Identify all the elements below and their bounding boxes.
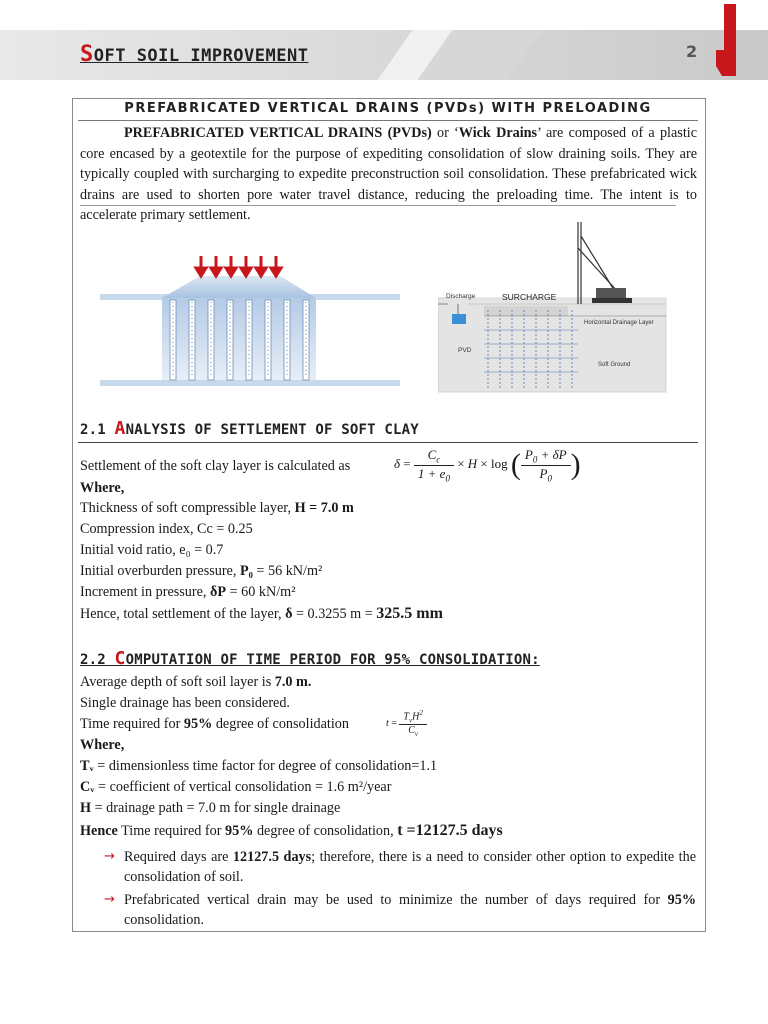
bullet-item: → Required days are 12127.5 days; therefore, there is a need to consider other option to expedite the consolidation of soil. <box>104 849 696 885</box>
where-label: Where, <box>80 480 125 496</box>
section-2-1-heading: 2.1 ANALYSIS OF SETTLEMENT OF SOFT CLAY <box>80 418 419 439</box>
total-settlement: Hence, total settlement of the layer, δ = 0.3255 m = 325.5 mm <box>80 605 443 622</box>
time-equation: t = $\frac{T_vH^2}{C_v}$ <box>386 709 427 738</box>
pvd-label: PVD <box>458 347 472 354</box>
surcharge-label: SURCHARGE <box>502 292 557 302</box>
tv-definition: Tᵥ = dimensionless time factor for degree of consolidation=1.1 <box>80 758 438 774</box>
pressure-increment: Increment in pressure, δP = 60 kN/m² <box>80 584 296 600</box>
drainage-layer-label: Horizontal Drainage Layer <box>584 320 654 326</box>
page-number: 2 <box>686 42 698 61</box>
h-definition: H = drainage path = 7.0 m for single drainage <box>80 800 341 816</box>
page-header <box>0 30 768 80</box>
soft-ground-label: Soft Ground <box>598 362 631 368</box>
title-rule <box>78 120 698 121</box>
compression-index: Compression index, Cc = 0.25 <box>80 521 253 537</box>
pvd-diagram <box>100 248 400 396</box>
thickness-line: Thickness of soft compressible layer, H = 7.0 m <box>80 500 354 516</box>
paragraph-rule <box>80 205 676 206</box>
single-drainage: Single drainage has been considered. <box>80 695 290 711</box>
heading-rule <box>78 442 698 443</box>
where-label: Where, <box>80 737 125 753</box>
time-required: Time required for 95% degree of consolidation <box>80 716 349 732</box>
document-title: SOFT SOIL IMPROVEMENT <box>80 42 309 67</box>
settlement-intro: Settlement of the soft clay layer is calculated as <box>80 458 351 474</box>
bullet-item: → Prefabricated vertical drain may be used to minimize the number of days required for 95% consolidation. <box>104 892 696 928</box>
section-2-2-heading: 2.2 COMPUTATION OF TIME PERIOD FOR 95% CONSOLIDATION: <box>80 648 540 669</box>
section-title: PREFABRICATED VERTICAL DRAINS (PVDs) WITH PRELOADING <box>124 101 652 116</box>
time-result: Hence Time required for 95% degree of consolidation, t =12127.5 days <box>80 822 503 839</box>
void-ratio: Initial void ratio, e₀ = 0.7 <box>80 542 224 558</box>
discharge-label: Discharge <box>446 293 476 300</box>
arrow-icon: → <box>104 892 115 907</box>
arrow-icon: → <box>104 849 115 864</box>
average-depth: Average depth of soft soil layer is 7.0 m. <box>80 674 312 690</box>
intro-paragraph: PREFABRICATED VERTICAL DRAINS (PVDs) or ‘Wick Drains’ are composed of a plastic core encased by a geotextile for the purpose of expediting consolidation of slow draining soils. They are typically coupled with surcharging to expedite preconstruction soil consolidation. These prefabricated wick drains are used to shorten pore water travel distance, reducing the preloading time. The intent is to accelerate primary settlement. <box>80 125 698 223</box>
surcharge-diagram <box>438 218 670 394</box>
settlement-equation: δ = $\frac{C_c}{1 + e_0}$ × H × log ( $\frac{P_0 + \delta P}{P_0}$ ) <box>394 447 581 484</box>
overburden-pressure: Initial overburden pressure, P₀ = 56 kN/m² <box>80 563 323 579</box>
logo-icon <box>716 4 740 76</box>
cv-definition: Cᵥ = coefficient of vertical consolidation = 1.6 m²/year <box>80 779 392 795</box>
